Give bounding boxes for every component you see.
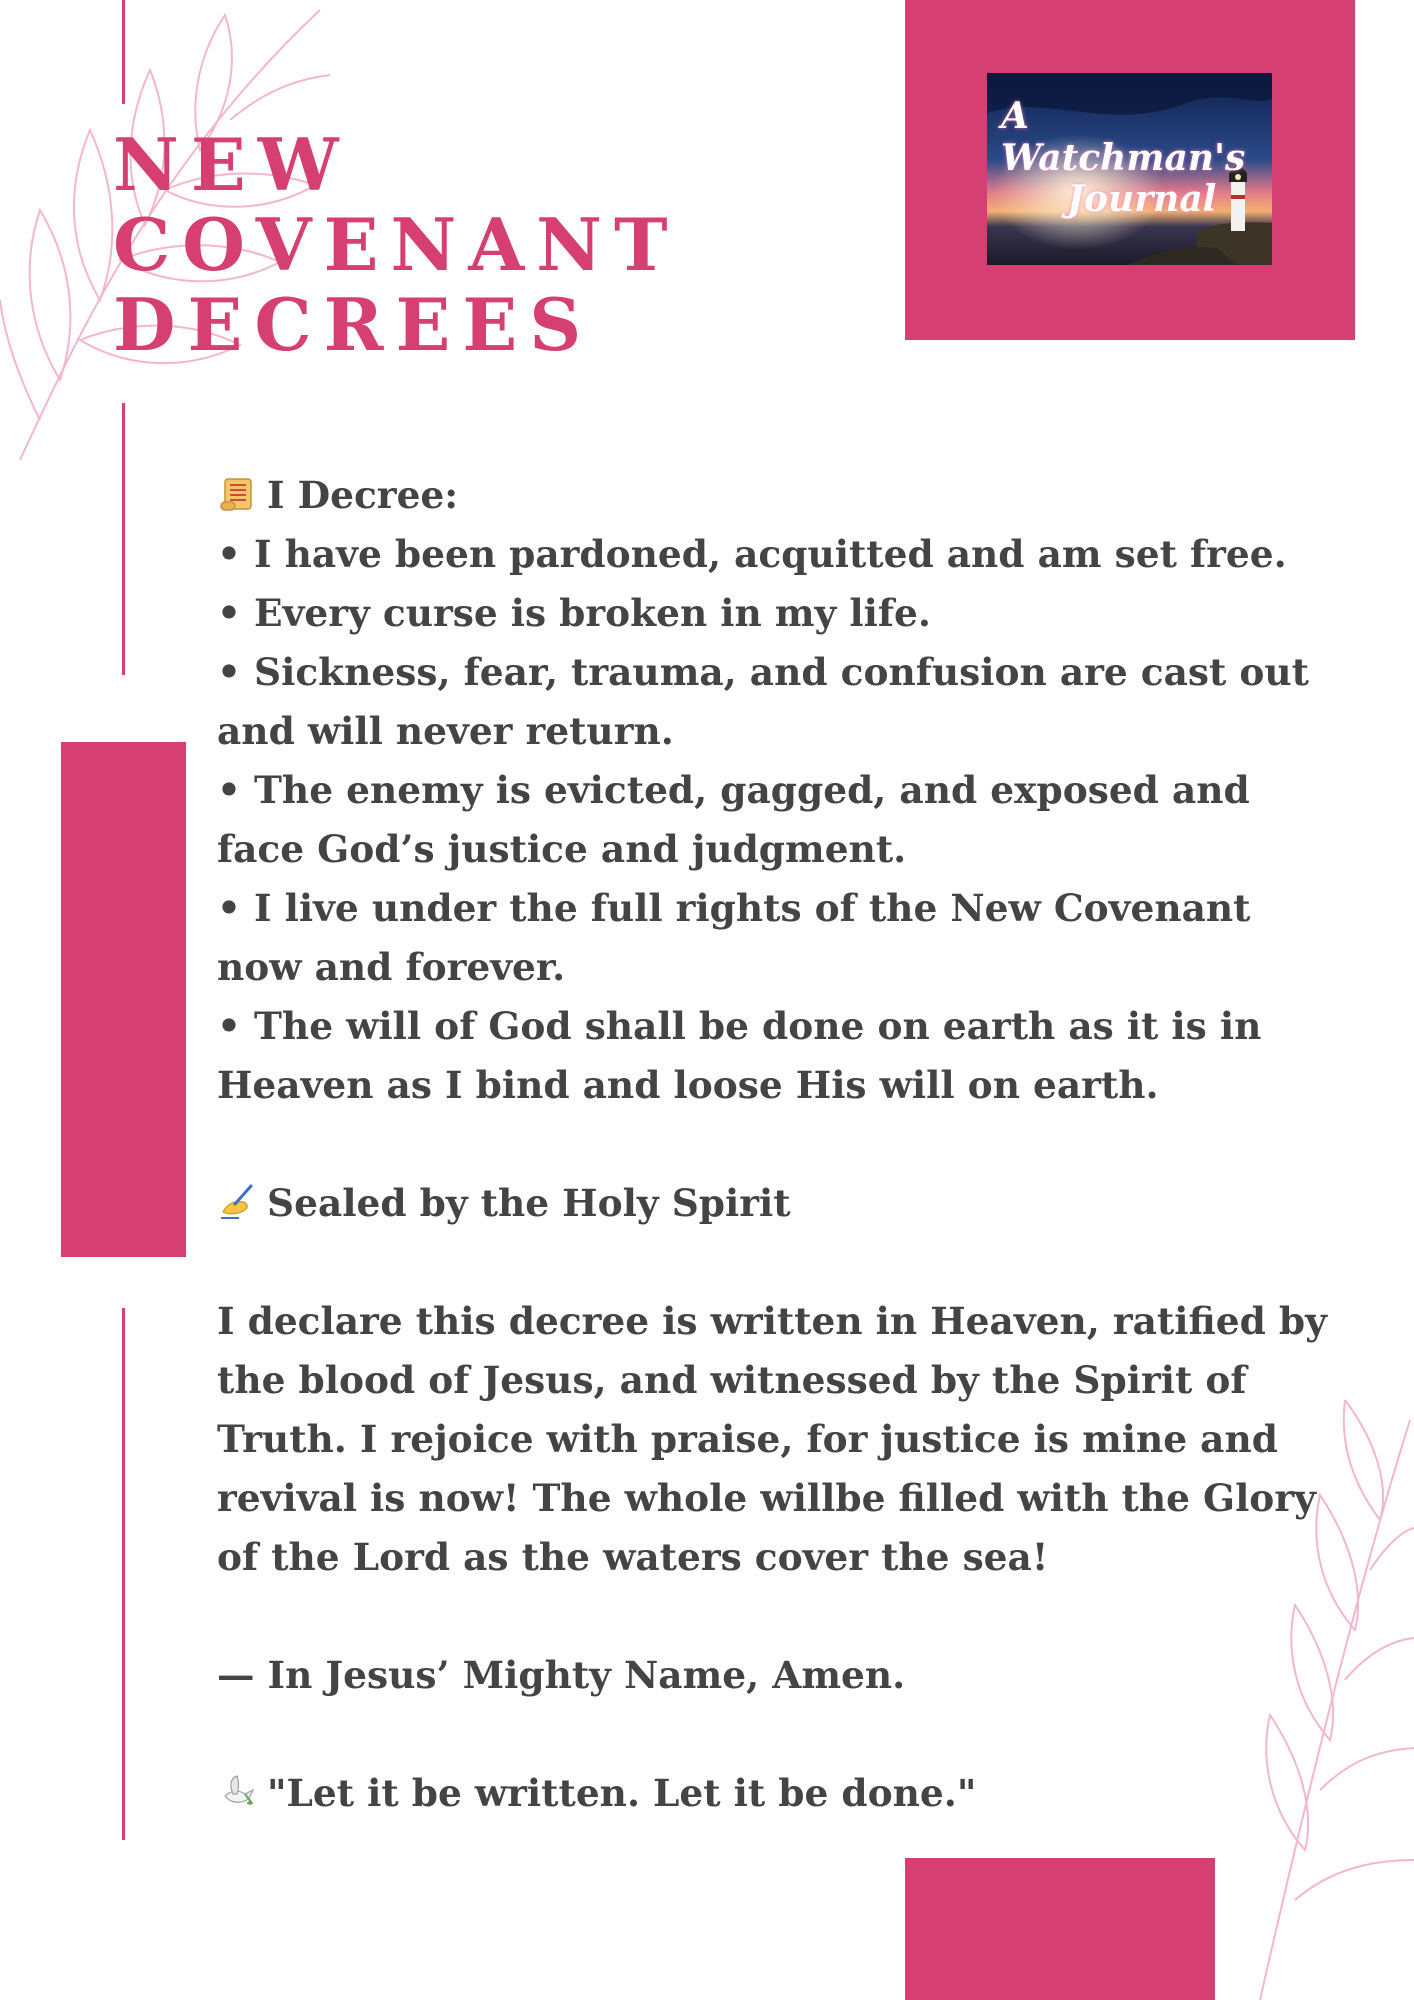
decree-item: • Every curse is broken in my life. — [217, 591, 931, 635]
dove-icon — [217, 1772, 257, 1812]
decree-heading — [217, 466, 1327, 525]
left-accent-block — [61, 742, 186, 1257]
spacer — [217, 1233, 1327, 1292]
watchmans-journal-logo — [987, 73, 1272, 265]
declaration-paragraph: I declare this decree is written in Heaven, ratified by the blood of Jesus, and witnessed by the Spirit of Truth. I rejoice with praise, for justice is mine and revival is now! The whole willbe filled with the Glory of the Lord as the waters cover the sea! — [217, 1299, 1327, 1579]
title-line-new: NEW — [113, 122, 351, 207]
title-line-covenant: COVENANT — [113, 202, 680, 287]
accent-line-middle — [122, 403, 125, 675]
decree-item: • I live under the full rights of the New Covenant now and forever. — [217, 886, 1251, 989]
spacer — [217, 1705, 1327, 1764]
accent-line-bottom — [122, 1308, 125, 1840]
decree-heading-text: I Decree: — [267, 473, 459, 517]
sealed-line — [217, 1174, 1327, 1233]
writing-hand-icon — [217, 1182, 257, 1222]
sealed-text: Sealed by the Holy Spirit — [267, 1181, 791, 1225]
bottom-accent-block — [905, 1858, 1215, 2000]
closing-line: — In Jesus’ Mighty Name, Amen. — [217, 1653, 906, 1697]
decree-item: • I have been pardoned, acquitted and am set free. — [217, 532, 1287, 576]
final-line — [217, 1764, 1327, 1823]
spacer — [217, 1115, 1327, 1174]
decree-item: • The will of God shall be done on earth as it is in Heaven as I bind and loose His will on earth. — [217, 1004, 1262, 1107]
spacer — [217, 1587, 1327, 1646]
scroll-icon — [217, 474, 257, 514]
logo-title-line2: Journal — [1067, 178, 1217, 220]
page-title — [113, 122, 680, 367]
title-line-decrees: DECREES — [113, 282, 594, 367]
final-text: "Let it be written. Let it be done." — [267, 1771, 977, 1815]
decree-item: • Sickness, fear, trauma, and confusion are cast out and will never return. — [217, 650, 1310, 753]
decree-content — [217, 466, 1327, 1823]
accent-line-top — [122, 0, 125, 104]
decree-item: • The enemy is evicted, gagged, and exposed and face God’s justice and judgment. — [217, 768, 1250, 871]
logo-title-line1: A Watchman's — [1001, 95, 1246, 179]
